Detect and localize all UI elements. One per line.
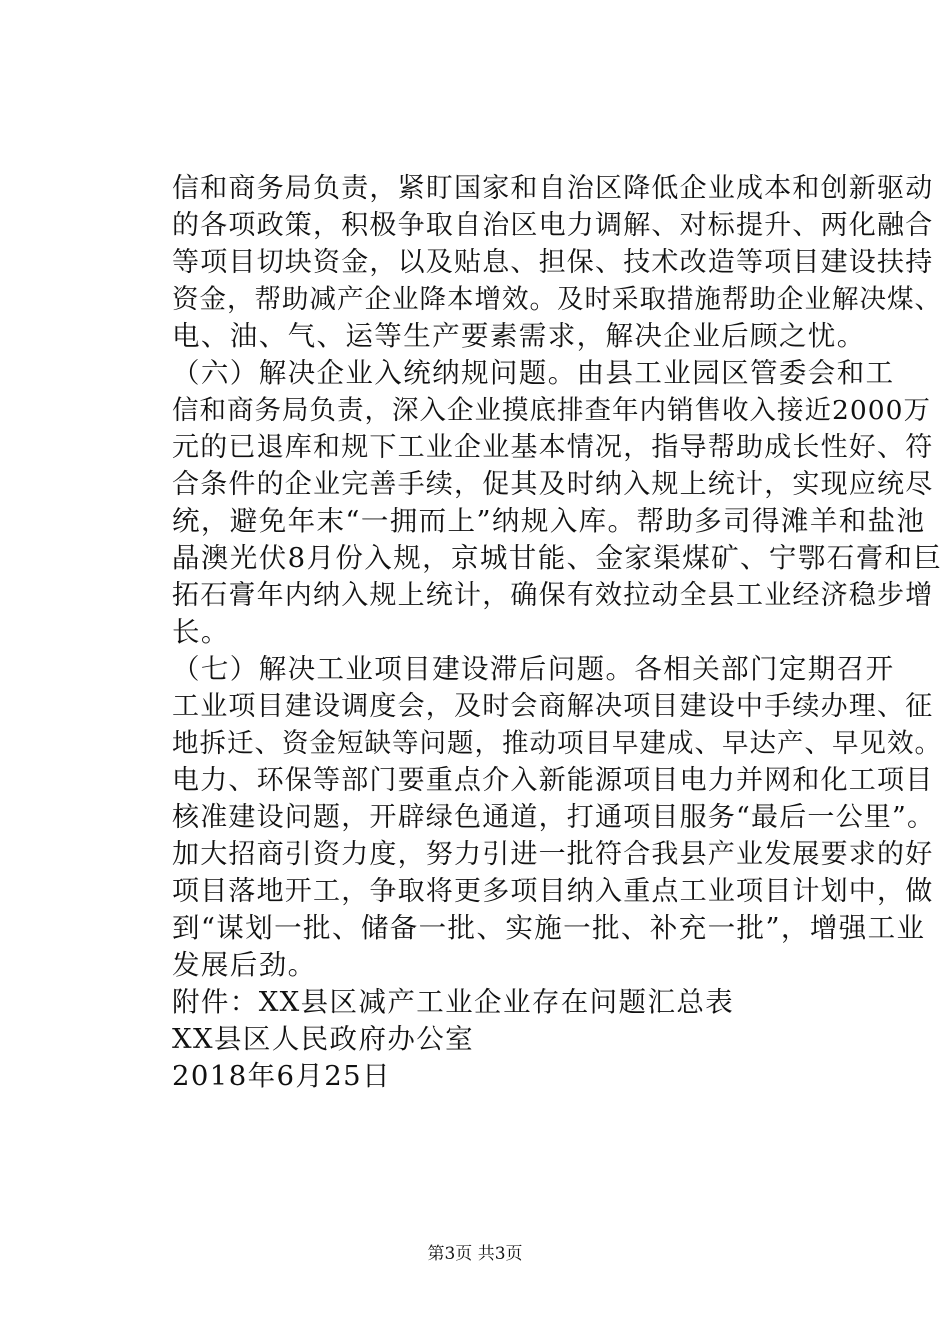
body-text-line: 电力、环保等部门要重点介入新能源项目电力并网和化工项目 <box>172 765 934 796</box>
body-text-line: 的各项政策，积极争取自治区电力调解、对标提升、两化融合 <box>172 210 934 241</box>
attachment-line: 附件：XX县区减产工业企业存在问题汇总表 <box>172 986 735 1018</box>
body-text-line: 加大招商引资力度，努力引进一批符合我县产业发展要求的好 <box>172 839 934 870</box>
section-seven-heading-line: （七）解决工业项目建设滞后问题。各相关部门定期召开 <box>172 653 895 685</box>
body-text-line: 资金，帮助减产企业降本增效。及时采取措施帮助企业解决煤、 <box>172 284 942 315</box>
issuer-line: XX县区人民政府办公室 <box>172 1023 475 1055</box>
body-text-line: 到“谋划一批、储备一批、实施一批、补充一批”，增强工业 <box>172 912 926 944</box>
body-text-line: 工业项目建设调度会，及时会商解决项目建设中手续办理、征 <box>172 691 934 722</box>
body-text-line: 核准建设问题，开辟绿色通道，打通项目服务“最后一公里”。 <box>172 802 936 833</box>
section-six-heading-line: （六）解决企业入统纳规问题。由县工业园区管委会和工 <box>172 357 895 389</box>
body-text-line: 发展后劲。 <box>172 949 317 981</box>
body-text-line: 晶澳光伏8月份入规，京城甘能、金家渠煤矿、宁鄂石膏和巨 <box>172 542 943 574</box>
body-text-line: 等项目切块资金，以及贴息、担保、技术改造等项目建设扶持 <box>172 247 934 278</box>
date-line: 2018年6月25日 <box>172 1060 391 1092</box>
body-text-line: 长。 <box>172 616 230 648</box>
body-text-line: 地拆迁、资金短缺等问题，推动项目早建成、早达产、早见效。 <box>172 728 942 759</box>
body-text-line: 统，避免年末“一拥而上”纳规入库。帮助多司得滩羊和盐池 <box>172 505 926 537</box>
page-footer: 第3页 共3页 <box>427 1244 523 1264</box>
body-text-line: 拓石膏年内纳入规上统计，确保有效拉动全县工业经济稳步增 <box>172 580 934 611</box>
body-text-line: 信和商务局负责，深入企业摸底排查年内销售收入接近2000万 <box>172 395 931 426</box>
body-text-line: 项目落地开工，争取将更多项目纳入重点工业项目计划中，做 <box>172 876 934 907</box>
body-text-line: 合条件的企业完善手续，促其及时纳入规上统计，实现应统尽 <box>172 469 934 500</box>
body-text-line: 元的已退库和规下工业企业基本情况，指导帮助成长性好、符 <box>172 432 934 463</box>
body-text-line: 电、油、气、运等生产要素需求，解决企业后顾之忧。 <box>172 320 866 352</box>
body-text-line: 信和商务局负责，紧盯国家和自治区降低企业成本和创新驱动 <box>172 173 934 204</box>
